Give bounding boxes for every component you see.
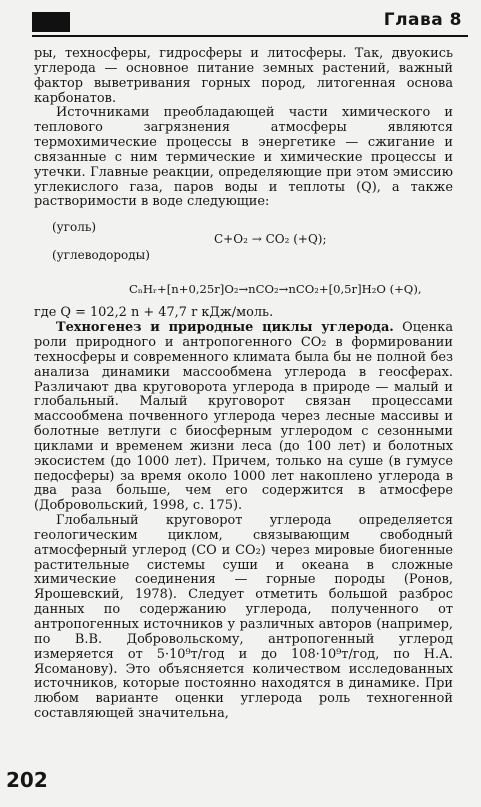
paragraph-2: Источниками преобладающей части химического и теплового загрязнения атмосферы являются термохимические процессы в энергетике — сжигание и связанные с ним термические и химические процессы и утечки. Главные реакции, определяющие при этом эмиссию углекислого газа, паров воды и теплоты (Q), а также растворимости в воде следующие: <box>34 105 453 210</box>
body-text <box>34 47 453 722</box>
paragraph-3 <box>34 321 453 514</box>
page-header <box>12 10 470 38</box>
section-heading: Техногенез и природные циклы углерода. <box>56 320 394 336</box>
formula-label-hydrocarbons: (углеводороды) <box>52 248 150 263</box>
formula-label-coal: (уголь) <box>52 220 97 235</box>
formula-block <box>34 218 453 306</box>
header-rule <box>32 35 468 37</box>
q-definition: где Q = 102,2 n + 47,7 r кДж/моль. <box>34 305 274 321</box>
formula-equation-2: CₙHᵣ+[n+0,25r]O₂→nCO₂→nCO₂+[0,5r]H₂O (+Q), <box>129 282 422 297</box>
paragraph-4: Глобальный круговорот углерода определяется геологическим циклом, связывающим свободный атмосферный углерод (CO и CO₂) через мировые биогенные растительные системы суши и океана в сложные химические соединения — горные породы (Ронов, Ярошевский, 1978). Следует отметить большой разброс данных по содержанию углерода, полученного от антропогенных источников у различных авторов (например, по В.В. Добровольскому, антропогенный углерод измеряется от 5·10⁹т/год и до 108·10⁹т/год, по Н.А. Ясоманову). Это объясняется количеством исследованных источников, которые постоянно находятся в динамике. При любом варианте оценки углерода роль техногенной составляющей значительна, <box>34 513 453 722</box>
page-number: 202 <box>6 768 48 792</box>
paragraph-3-body: Оценка роли природного и антропогенного CO₂ в формировании техносферы и современного климата была бы не полной без анализа динамики массообмена углерода в геосферах. Различают два круговорота углерода в природе — малый и глобальный. Малый круговорот связан процессами массообмена почвенного углерода через лесные массивы и болотные ветлуги с биосферным углеродом с сезонными циклами и временем жизни леса (до 100 лет) и болотных экосистем (до 1000 лет). Причем, только на суше (в гумусе педосферы) за время около 1000 лет накоплено углерода в два раза больше, чем его содержится в атмосфере (Добровольский, 1998, с. 175). <box>34 320 453 514</box>
header-decorative-block <box>32 12 70 32</box>
chapter-label: Глава 8 <box>383 10 462 30</box>
paragraph-1: ры, техносферы, гидросферы и литосферы. Так, двуокись углерода — основное питание земных растений, важный фактор выветривания горных пород, литогенная основа карбонатов. <box>34 46 453 106</box>
formula-equation-1: C+O₂ → CO₂ (+Q); <box>214 232 327 247</box>
